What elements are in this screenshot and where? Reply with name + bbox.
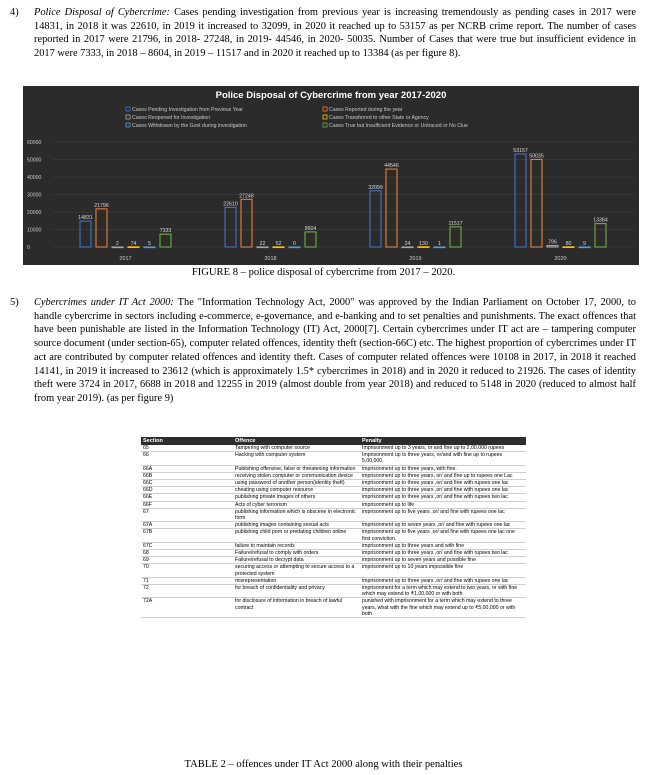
bar [386, 169, 397, 247]
table-row [141, 522, 526, 529]
y-tick-label: 30000 [27, 192, 42, 199]
offence-cell: using password of another person(identity theft) [233, 480, 360, 487]
data-label: 796 [548, 239, 557, 246]
penalty-cell: imprisonment up to three years ,or/ and fine with rupees one lac [360, 480, 526, 487]
table-row [141, 452, 526, 465]
table-row [141, 494, 526, 501]
offence-cell: Failure/refusal to comply with orders [233, 550, 360, 557]
data-label: 2 [116, 240, 119, 247]
data-label: 27248 [239, 193, 254, 200]
bar [273, 247, 284, 248]
bar [128, 247, 139, 248]
offence-cell: for breach of confidentiality and privacy [233, 585, 360, 598]
offence-cell: Acts of cyber terrorism [233, 501, 360, 508]
table-row [141, 564, 526, 577]
table-row [141, 577, 526, 584]
bar [305, 232, 316, 247]
y-tick-label: 40000 [27, 175, 42, 181]
data-label: 13384 [593, 217, 608, 224]
bar [144, 247, 155, 248]
offence-cell: Failure/refusal to decrypt data [233, 557, 360, 564]
penalty-cell: imprisonment up to five years ,or/ and fine with rupees one lac [360, 508, 526, 521]
legend-label: Cases Withdrawn by the Govt during investigation [132, 123, 247, 129]
offence-cell: Hacking with computer system [233, 452, 360, 465]
header-offence: Offence [233, 437, 360, 445]
penalty-cell: imprisonment up to three years ,or/ and fine with rupees one lac [360, 577, 526, 584]
data-label: 32099 [368, 184, 383, 191]
section-cell: 66B [141, 472, 233, 479]
data-label: 130 [419, 240, 428, 247]
bar [547, 246, 558, 247]
paragraph-text: Cases pending investigation from previous year is increasing tremendously as pending cases in 2017 were 14831, in 2018 it was 22610, in 2019 it increased to 32099, in 2020 it reached up to 53157 as per NCRB crime report. The number of cases reported in 2017 were 21796, in 2018- 27248, in 2019- 44546, in 2020- 50035. Number of Cases that were true but insufficient evidence in 2017 were 7333, in 2018 – 8604, in 2019 – 11517 and in 2020 it reached up to 13384 (as per figure 8). [34, 7, 637, 60]
header-section: Section [141, 437, 233, 445]
table-row [141, 445, 526, 452]
data-label: 50035 [529, 153, 544, 160]
paragraph-text: The "Information Technology Act, 2000" was approved by the Indian Parliament on October 17, 2000, to handle cybercrime in sectors including e-commerce, e-governance, and e-banking and to set penalties and punishments. The exact offences that have been punishable are listed in the Information Technology (IT) Act, 2000[7]. Certain cybercrimes under IT act are – tampering computer source document (under section-65), computer related offences, identity theft (section-66C) etc. The highest proportion of cybercrimes under IT act are contributed by computer related offences and identity theft. Cases of computer related offences were 10108 in 2017, in 2018 it reached 14141, in 2019 it increased to 23612 (which is approximately 1.5* cybercrimes in 2018) and in 2020 it reduced to 21926. The cases of identity theft were 3724 in 2017, 6688 in 2018 and 12255 in 2019 (almost double from year 2018) and reduced to 5148 in 2020 (reduced to almost half from year 2019). (as per figure 9) [34, 297, 637, 404]
section-cell: 72A [141, 598, 233, 618]
penalty-cell: imprisonment up to three years, with fine. [360, 465, 526, 472]
section-cell: 65 [141, 445, 233, 452]
bar [96, 209, 107, 247]
table-row [141, 487, 526, 494]
table-row [141, 542, 526, 549]
section-cell: 67B [141, 529, 233, 542]
data-label: 5 [148, 240, 151, 247]
legend-swatch [323, 107, 327, 111]
offence-cell: securing access or attempting to secure access to a protected system [233, 564, 360, 577]
data-label: 11517 [448, 220, 463, 227]
y-tick-label: 10000 [27, 227, 42, 234]
x-tick-label: 2019 [409, 256, 422, 262]
data-label: 14831 [78, 215, 93, 222]
table-row [141, 501, 526, 508]
penalty-cell: imprisonment up to life [360, 501, 526, 508]
paragraph-police-disposal [10, 6, 636, 61]
table-row [141, 557, 526, 564]
data-label: 80 [565, 240, 572, 247]
penalty-cell: Imprisonment up to three years, or/and with fine up to rupees 5,00,000. [360, 452, 526, 465]
paragraph-it-act [10, 296, 636, 406]
legend-swatch [126, 115, 130, 119]
legend-label: Cases True but Insufficient Evidence or Untraced or No Clue [329, 123, 468, 129]
table-row [141, 480, 526, 487]
legend-label: Cases Pending Investigation from Previous Year [132, 107, 244, 113]
section-cell: 67C [141, 542, 233, 549]
data-label: 1 [438, 240, 441, 247]
offence-cell: publishing images containing sexual acts [233, 522, 360, 529]
bar [579, 247, 590, 248]
data-label: 21796 [94, 202, 109, 209]
section-cell: 72 [141, 585, 233, 598]
bar [80, 221, 91, 247]
section-cell: 67 [141, 508, 233, 521]
bar [595, 224, 606, 247]
list-number: 4) [10, 7, 19, 18]
section-cell: 70 [141, 564, 233, 577]
offence-cell: cheating using computer resource [233, 487, 360, 494]
legend-label: Cases Transferred to other State or Agency [329, 115, 429, 121]
bar [112, 247, 123, 248]
paragraph-title: Police Disposal of Cybercrime: [34, 7, 170, 18]
offence-cell: Tampering with computer source [233, 445, 360, 452]
table-row [141, 585, 526, 598]
figure-caption: FIGURE 8 – police disposal of cybercrime from 2017 – 2020. [191, 267, 456, 278]
data-label: 8604 [304, 225, 317, 232]
list-number: 5) [10, 297, 19, 308]
police-disposal-chart [23, 86, 639, 265]
legend-swatch [126, 107, 130, 111]
bar [531, 159, 542, 247]
bar [515, 154, 526, 247]
penalty-cell: imprisonment up to three years ,or/ and fine with rupees two lac [360, 550, 526, 557]
penalty-cell: imprisonment up to three years ,or/ and fine with rupees two lac [360, 494, 526, 501]
penalty-cell: imprisonment up to three years ,or/ and fine with rupees one lac [360, 487, 526, 494]
section-cell: 66C [141, 480, 233, 487]
table-caption: TABLE 2 – offences under IT Act 2000 along with their penalties [184, 759, 463, 770]
data-label: 44546 [384, 163, 399, 170]
penalty-cell: punished with imprisonment for a term which may extend to three years, what with the fine which may extend up to ₹5,00,000 or with both [360, 598, 526, 618]
section-cell: 66A [141, 465, 233, 472]
table-row [141, 508, 526, 521]
x-tick-label: 2017 [119, 256, 132, 262]
penalty-cell: imprisonment up to five years ,or/ and fine with rupees one lac one first conviction. [360, 529, 526, 542]
bar [241, 199, 252, 247]
table-row [141, 598, 526, 618]
data-label: 74 [130, 240, 137, 247]
data-label: 7333 [159, 228, 172, 235]
offence-cell: Publishing offensive, false or threatening information [233, 465, 360, 472]
section-cell: 71 [141, 577, 233, 584]
chart-canvas [23, 86, 639, 265]
bar [402, 247, 413, 248]
penalty-cell: imprisonment up to three years, or/ and fine up to rupees one Lac [360, 472, 526, 479]
bar [370, 191, 381, 247]
x-tick-label: 2020 [554, 256, 567, 262]
data-label: 22 [259, 240, 266, 247]
legend-label: Cases Reopened for Investigation [132, 115, 211, 121]
table-row [141, 529, 526, 542]
data-label: 53157 [513, 147, 528, 154]
table-row [141, 465, 526, 472]
table-row [141, 550, 526, 557]
section-cell: 67A [141, 522, 233, 529]
penalty-cell: imprisonment up to seven years and possible fine [360, 557, 526, 564]
bar [563, 247, 574, 248]
section-cell: 66D [141, 487, 233, 494]
penalty-cell: imprisonment up to 10 years impossible fine [360, 564, 526, 577]
y-tick-label: 60000 [27, 140, 42, 146]
header-penalty: Penalty [360, 437, 526, 445]
bar [434, 247, 445, 248]
section-cell: 69 [141, 557, 233, 564]
bar [257, 247, 268, 248]
data-label: 9 [583, 240, 586, 247]
data-label: 0 [293, 241, 296, 247]
bar [418, 247, 429, 248]
data-label: 24 [404, 240, 411, 247]
legend-label: Cases Reported during the year [329, 107, 403, 113]
paragraph-title: Cybercrimes under IT Act 2000: [34, 297, 174, 308]
section-cell: 68 [141, 550, 233, 557]
bar [450, 227, 461, 247]
offence-cell: misrepresentation [233, 577, 360, 584]
data-label: 52 [275, 240, 282, 247]
penalty-cell: Imprisonment up to 3 years, or and fine up to 2,00,000 rupees [360, 445, 526, 452]
section-cell: 66F [141, 501, 233, 508]
section-cell: 66 [141, 452, 233, 465]
table-row [141, 472, 526, 479]
offences-table [141, 437, 526, 618]
offence-cell: receiving stolen computer or communication device [233, 472, 360, 479]
chart-title: Police Disposal of Cybercrime from year 2017-2020 [215, 90, 447, 101]
offence-cell: failure to maintain records [233, 542, 360, 549]
penalty-cell: imprisonment up to seven years ,or/ and fine with rupees one lac [360, 522, 526, 529]
y-tick-label: 20000 [27, 210, 42, 216]
table-header-row [141, 437, 526, 445]
legend-swatch [126, 123, 130, 127]
offence-cell: publishing private images of others [233, 494, 360, 501]
section-cell: 66E [141, 494, 233, 501]
offence-cell: publishing child porn or predating children online [233, 529, 360, 542]
offence-cell: publishing information which is obscene in electronic form [233, 508, 360, 521]
offence-cell: for disclosure of information in breach of lawful contract [233, 598, 360, 618]
y-tick-label: 0 [27, 245, 30, 251]
legend-swatch [323, 115, 327, 119]
y-tick-label: 50000 [27, 157, 42, 164]
legend-swatch [323, 123, 327, 127]
bar [160, 234, 171, 247]
bar [289, 247, 300, 248]
x-tick-label: 2018 [264, 256, 277, 262]
penalty-cell: imprisonment up to three years and with fine [360, 542, 526, 549]
penalty-cell: imprisonment for a term which may extend to two years, or with fine which may extend to ₹1,00,000 or with both [360, 585, 526, 598]
bar [225, 207, 236, 247]
data-label: 22610 [223, 201, 238, 208]
